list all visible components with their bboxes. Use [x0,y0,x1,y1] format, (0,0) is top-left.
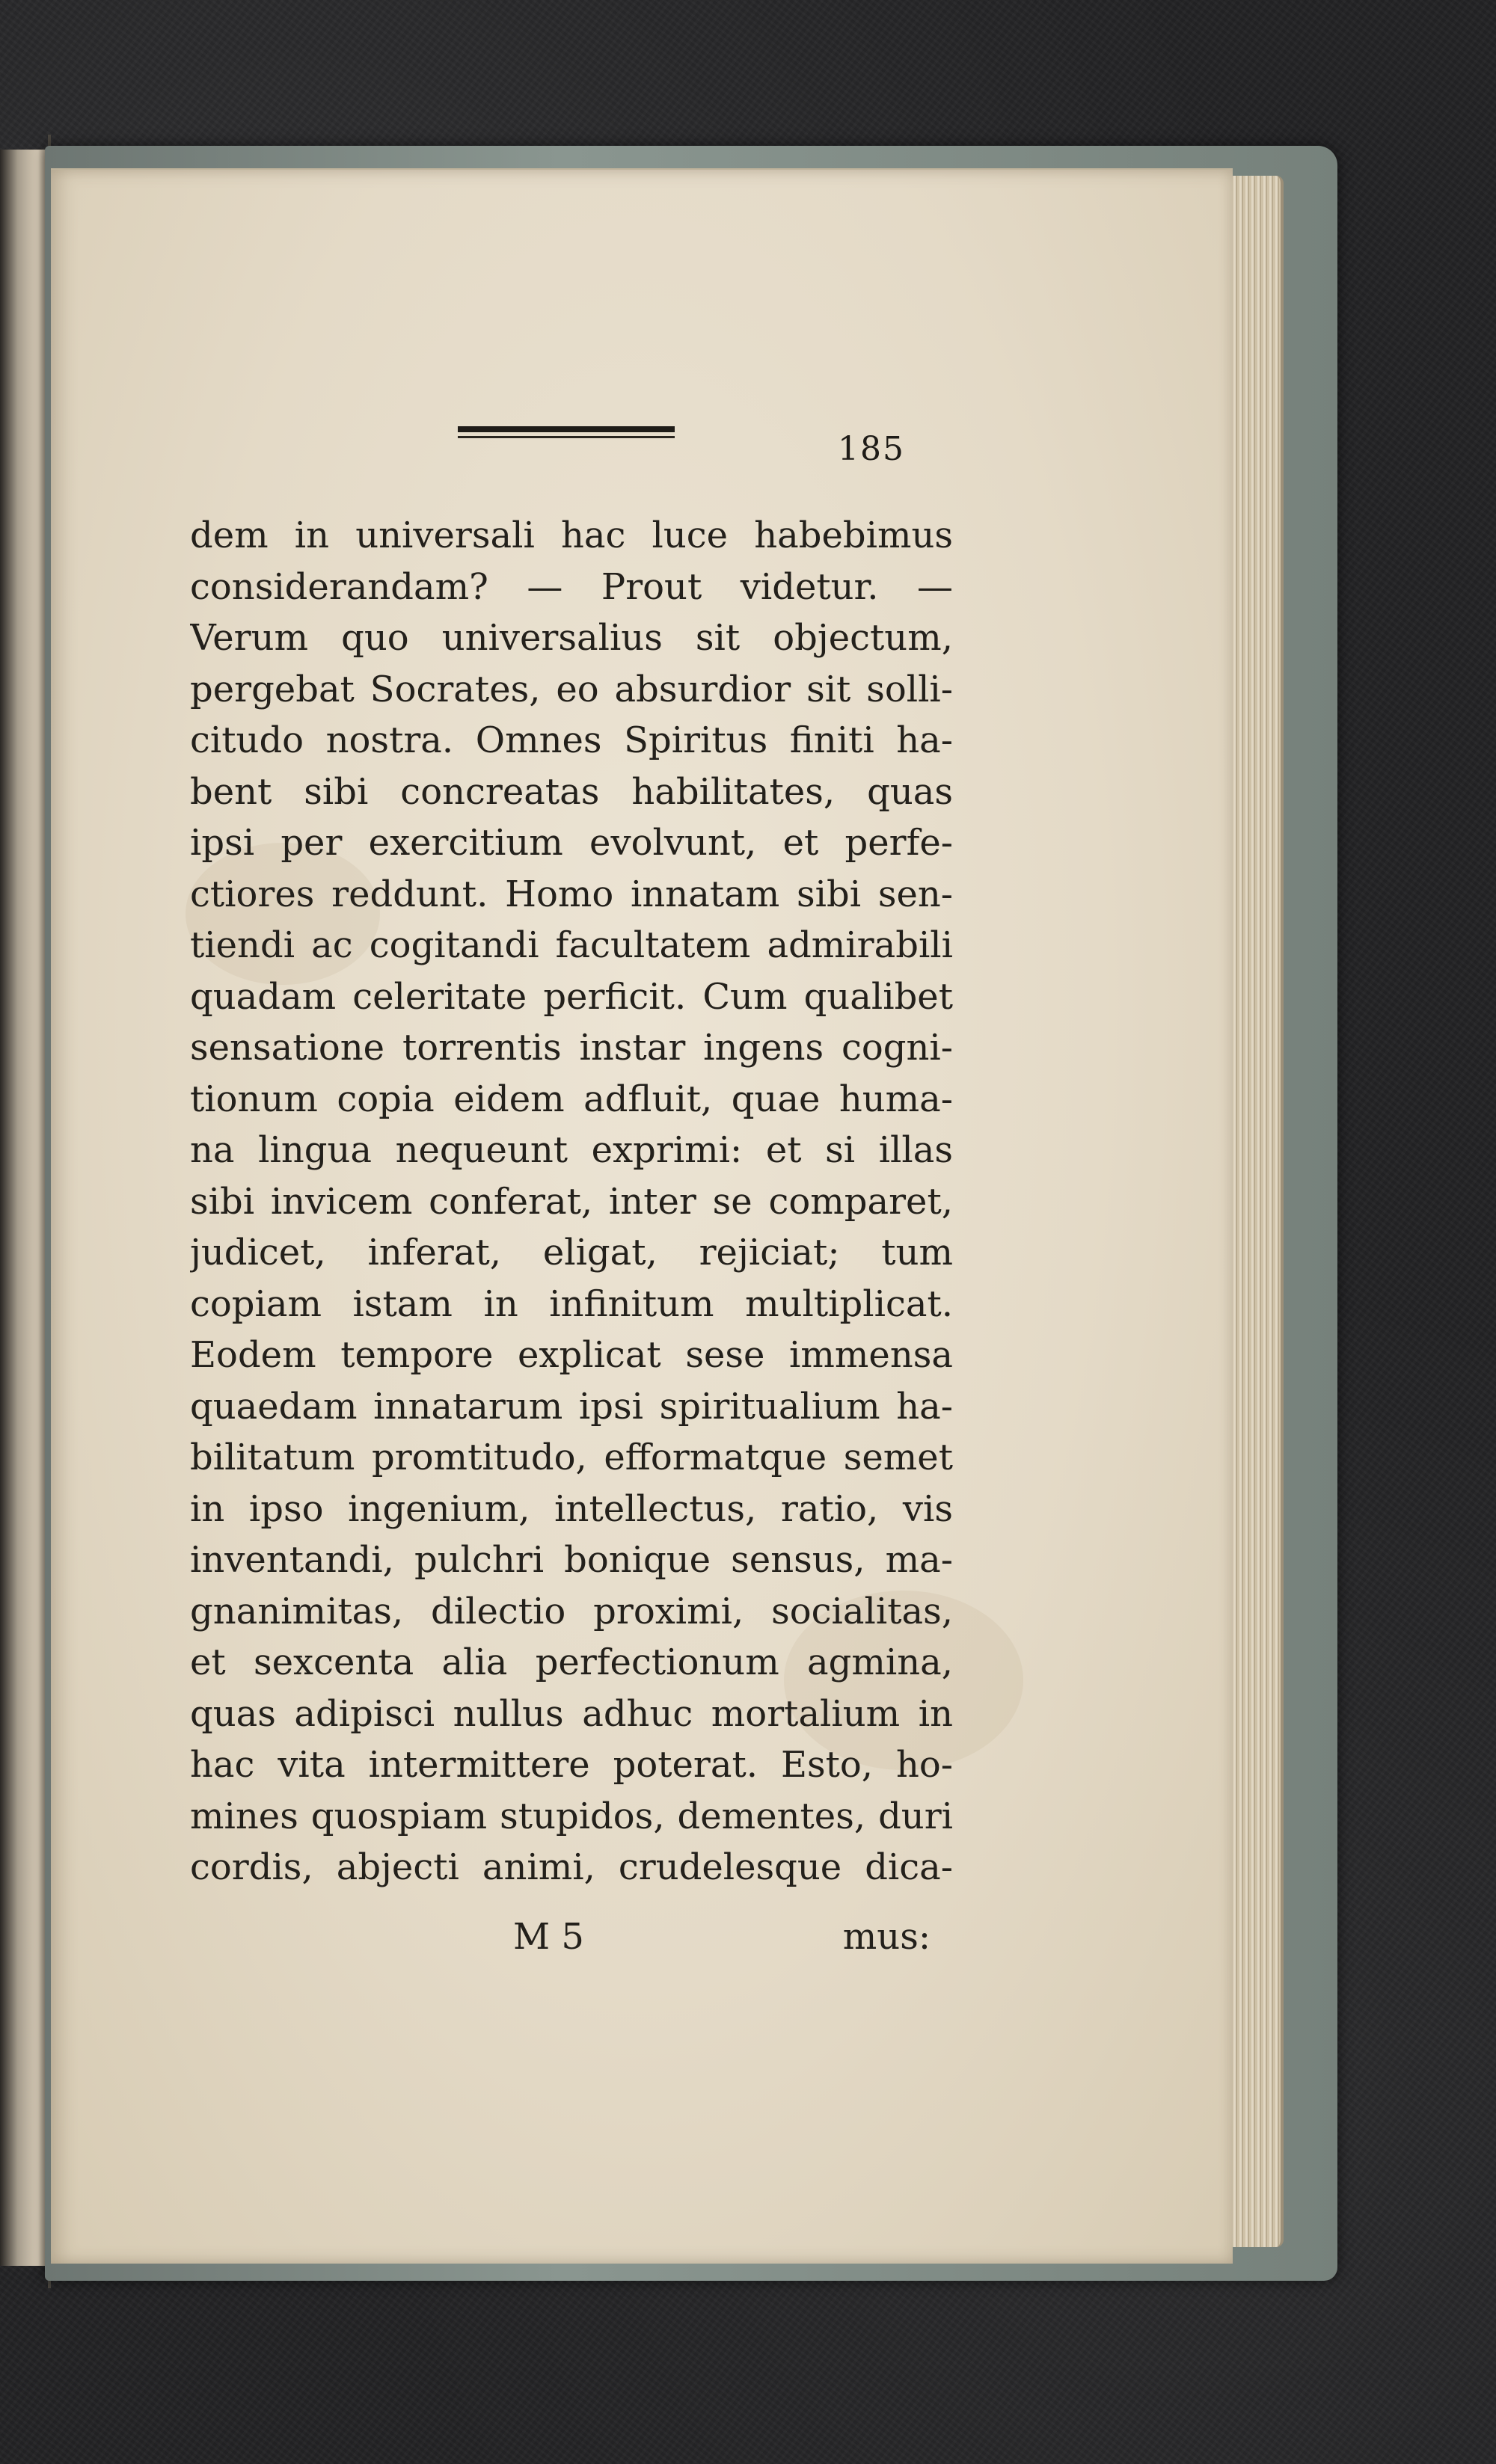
header-rule [458,426,675,440]
text-line: considerandam? — Prout videtur. — [190,565,953,608]
text-line: hac vita intermittere poterat. Esto, ho- [190,1744,953,1786]
text-line: inventandi, pulchri bonique sensus, ma- [190,1539,953,1581]
text-line: pergebat Socrates, eo absurdior sit solli- [190,668,953,710]
text-line: sensatione torrentis instar ingens cogni- [190,1027,953,1069]
text-line: na lingua nequeunt exprimi: et si illas [190,1129,953,1171]
text-line: in ipso ingenium, intellectus, ratio, vis [190,1487,953,1530]
text-line: tionum copia eidem adfluit, quae huma- [190,1078,953,1120]
text-line: bilitatum promtitudo, efformatque semet [190,1437,953,1478]
body-text [190,510,953,1893]
header-rule-thick [458,426,675,432]
text-line: gnanimitas, dilectio proximi, socialitas, [190,1590,953,1632]
page-footer [190,1916,953,1968]
text-line: mines quospiam stupidos, dementes, duri [190,1795,953,1837]
text-line: copiam istam in infinitum multiplicat. [190,1282,953,1325]
text-line: judicet, inferat, eligat, rejiciat; tum [190,1232,953,1274]
catchword: mus: [842,1916,931,1958]
text-line: tiendi ac cogitandi facultatem admirabili [190,924,953,966]
text-line: ipsi per exercitium evolvunt, et perfe- [190,822,953,864]
page-number: 185 [838,430,905,468]
text-line: ctiores reddunt. Homo innatam sibi sen- [190,873,953,915]
text-line: bent sibi concreatas habilitates, quas [190,770,953,813]
text-line: dem in universali hac luce habebimus [190,514,953,556]
text-line: et sexcenta alia perfectionum agmina, [190,1641,953,1683]
text-line: cordis, abjecti animi, crudelesque dica- [190,1846,953,1888]
text-line: quas adipisci nullus adhuc mortalium in [190,1692,953,1735]
text-line: quaedam innatarum ipsi spiritualium ha- [190,1385,953,1428]
text-line: Eodem tempore explicat sese immensa [190,1334,953,1376]
signature-mark: M 5 [513,1916,584,1958]
text-line: Verum quo universalius sit objectum, [190,617,953,659]
text-line: sibi invicem conferat, inter se comparet, [190,1180,953,1223]
text-line: citudo nostra. Omnes Spiritus finiti ha- [190,719,953,761]
header-rule-thin [458,436,675,438]
text-line: quadam celeritate perficit. Cum qualibet [190,975,953,1018]
